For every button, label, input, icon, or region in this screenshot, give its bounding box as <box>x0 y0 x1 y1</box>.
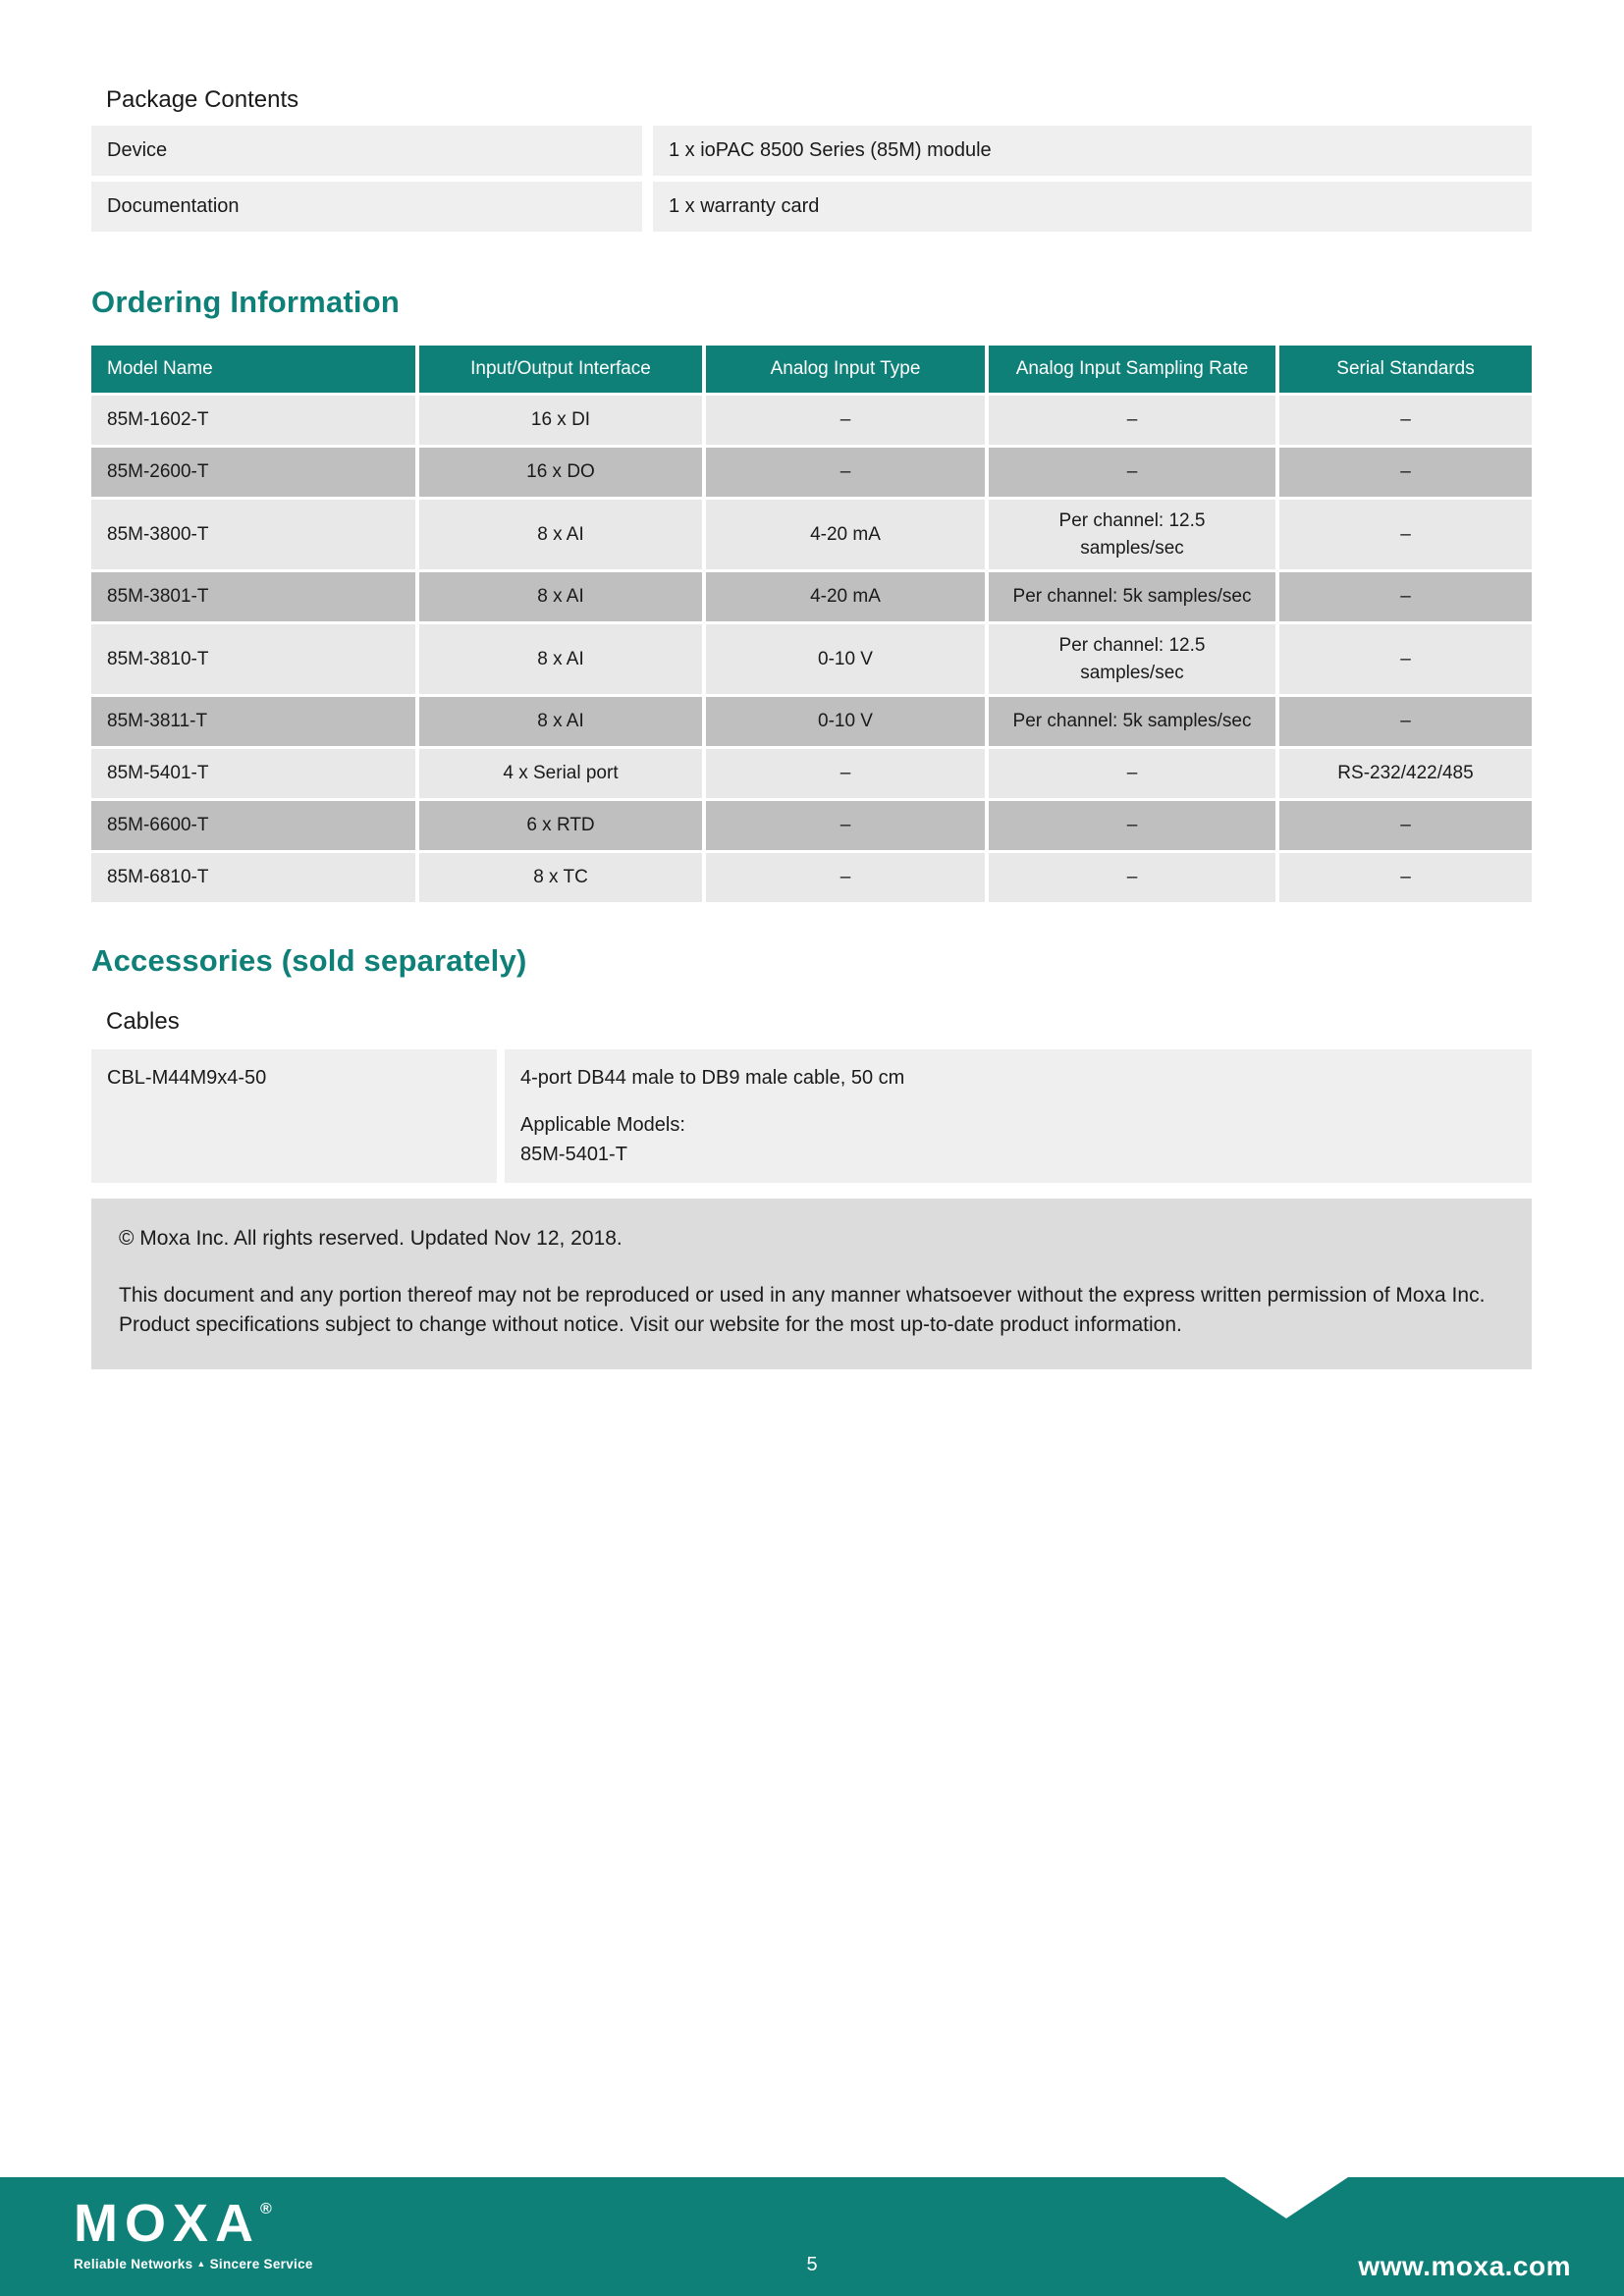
ordering-column-header: Serial Standards <box>1279 346 1532 393</box>
accessory-applicable-label: Applicable Models: <box>520 1114 685 1137</box>
ordering-cell: 8 x AI <box>419 624 702 694</box>
ordering-table-row <box>91 500 1532 569</box>
ordering-cell: 4 x Serial port <box>419 749 702 798</box>
package-contents-title: Package Contents <box>106 86 299 113</box>
ordering-table <box>91 346 1532 902</box>
ordering-cell: Per channel: 12.5 samples/sec <box>989 500 1275 569</box>
ordering-cell: 4-20 mA <box>706 500 985 569</box>
triangle-separator-icon: ▲ <box>196 2259 206 2269</box>
ordering-cell: – <box>1279 624 1532 694</box>
package-item-label: Documentation <box>91 182 642 232</box>
ordering-cell: – <box>1279 500 1532 569</box>
package-contents-section <box>91 86 1532 232</box>
ordering-cell: – <box>706 749 985 798</box>
ordering-cell: 0-10 V <box>706 697 985 746</box>
accessories-table <box>91 1049 1532 1183</box>
accessory-details <box>505 1049 1532 1183</box>
ordering-table-row <box>91 624 1532 694</box>
ordering-cell: 8 x TC <box>419 853 702 902</box>
ordering-cell: – <box>706 448 985 497</box>
ordering-cell-model: 85M-3811-T <box>91 697 415 746</box>
ordering-cell-model: 85M-2600-T <box>91 448 415 497</box>
legal-paragraph: This document and any portion thereof may not be reproduced or used in any manner whatsoever without the express written permission of Moxa Inc. Product specifications subject to change without notice. Visit our website for the most up-to-date product information. <box>119 1284 1486 1337</box>
website-link[interactable]: www.moxa.com <box>1358 2251 1571 2281</box>
ordering-cell: Per channel: 12.5 samples/sec <box>989 624 1275 694</box>
ordering-cell: – <box>989 448 1275 497</box>
moxa-tagline <box>74 2257 313 2271</box>
ordering-cell: RS-232/422/485 <box>1279 749 1532 798</box>
ordering-cell: – <box>1279 396 1532 445</box>
ordering-table-header-row <box>91 346 1532 393</box>
ordering-cell: 8 x AI <box>419 697 702 746</box>
cables-subtitle: Cables <box>106 1008 180 1036</box>
ordering-table-row <box>91 448 1532 497</box>
ordering-information-title: Ordering Information <box>91 285 400 319</box>
ordering-cell: – <box>1279 853 1532 902</box>
copyright-line: © Moxa Inc. All rights reserved. Updated Nov 12, 2018. <box>119 1227 623 1251</box>
ordering-column-header: Input/Output Interface <box>419 346 702 393</box>
ordering-cell-model: 85M-6600-T <box>91 801 415 850</box>
ordering-column-header: Model Name <box>91 346 415 393</box>
ordering-cell: – <box>1279 801 1532 850</box>
ordering-cell: 8 x AI <box>419 500 702 569</box>
ordering-cell: – <box>1279 572 1532 621</box>
ordering-table-row <box>91 749 1532 798</box>
ordering-cell: 16 x DO <box>419 448 702 497</box>
package-contents-row <box>91 182 1532 232</box>
ordering-cell: 4-20 mA <box>706 572 985 621</box>
ordering-cell-model: 85M-6810-T <box>91 853 415 902</box>
package-item-value: 1 x warranty card <box>653 182 1532 232</box>
footer-notch-triangle <box>1224 2177 1348 2218</box>
ordering-cell: – <box>706 801 985 850</box>
ordering-table-row <box>91 572 1532 621</box>
copyright-block <box>91 1199 1532 1369</box>
ordering-cell-model: 85M-3801-T <box>91 572 415 621</box>
ordering-cell-model: 85M-1602-T <box>91 396 415 445</box>
accessory-description: 4-port DB44 male to DB9 male cable, 50 cm <box>520 1067 905 1090</box>
package-item-label: Device <box>91 126 642 176</box>
tagline-right: Sincere Service <box>209 2257 313 2271</box>
ordering-cell-model: 85M-3800-T <box>91 500 415 569</box>
accessories-title: Accessories (sold separately) <box>91 943 527 979</box>
page-number: 5 <box>806 2254 818 2275</box>
ordering-cell: – <box>706 396 985 445</box>
package-contents-table <box>91 126 1532 232</box>
ordering-table-row <box>91 396 1532 445</box>
ordering-cell-model: 85M-3810-T <box>91 624 415 694</box>
package-contents-row <box>91 126 1532 176</box>
registered-trademark-icon: ® <box>260 2201 272 2217</box>
ordering-cell-model: 85M-5401-T <box>91 749 415 798</box>
accessory-model: CBL-M44M9x4-50 <box>91 1049 497 1183</box>
accessory-applicable-models: 85M-5401-T <box>520 1144 627 1166</box>
ordering-table-row <box>91 697 1532 746</box>
tagline-left: Reliable Networks <box>74 2257 193 2271</box>
accessories-section <box>91 943 1532 1183</box>
ordering-cell: – <box>989 749 1275 798</box>
ordering-cell: – <box>989 396 1275 445</box>
package-item-value: 1 x ioPAC 8500 Series (85M) module <box>653 126 1532 176</box>
ordering-cell: Per channel: 5k samples/sec <box>989 697 1275 746</box>
ordering-table-row <box>91 853 1532 902</box>
ordering-column-header: Analog Input Type <box>706 346 985 393</box>
ordering-information-section <box>91 285 1532 902</box>
ordering-cell: 0-10 V <box>706 624 985 694</box>
ordering-cell: 16 x DI <box>419 396 702 445</box>
ordering-cell: 6 x RTD <box>419 801 702 850</box>
ordering-cell: – <box>1279 697 1532 746</box>
ordering-cell: – <box>1279 448 1532 497</box>
moxa-logo-wordmark <box>74 2194 313 2253</box>
ordering-cell: – <box>989 853 1275 902</box>
moxa-logo-text: MOXA <box>74 2194 260 2253</box>
accessory-row <box>91 1049 1532 1183</box>
ordering-cell: – <box>989 801 1275 850</box>
footer-band <box>0 2177 1624 2296</box>
ordering-column-header: Analog Input Sampling Rate <box>989 346 1275 393</box>
ordering-cell: 8 x AI <box>419 572 702 621</box>
moxa-logo <box>74 2194 313 2271</box>
ordering-cell: Per channel: 5k samples/sec <box>989 572 1275 621</box>
ordering-table-row <box>91 801 1532 850</box>
ordering-cell: – <box>706 853 985 902</box>
